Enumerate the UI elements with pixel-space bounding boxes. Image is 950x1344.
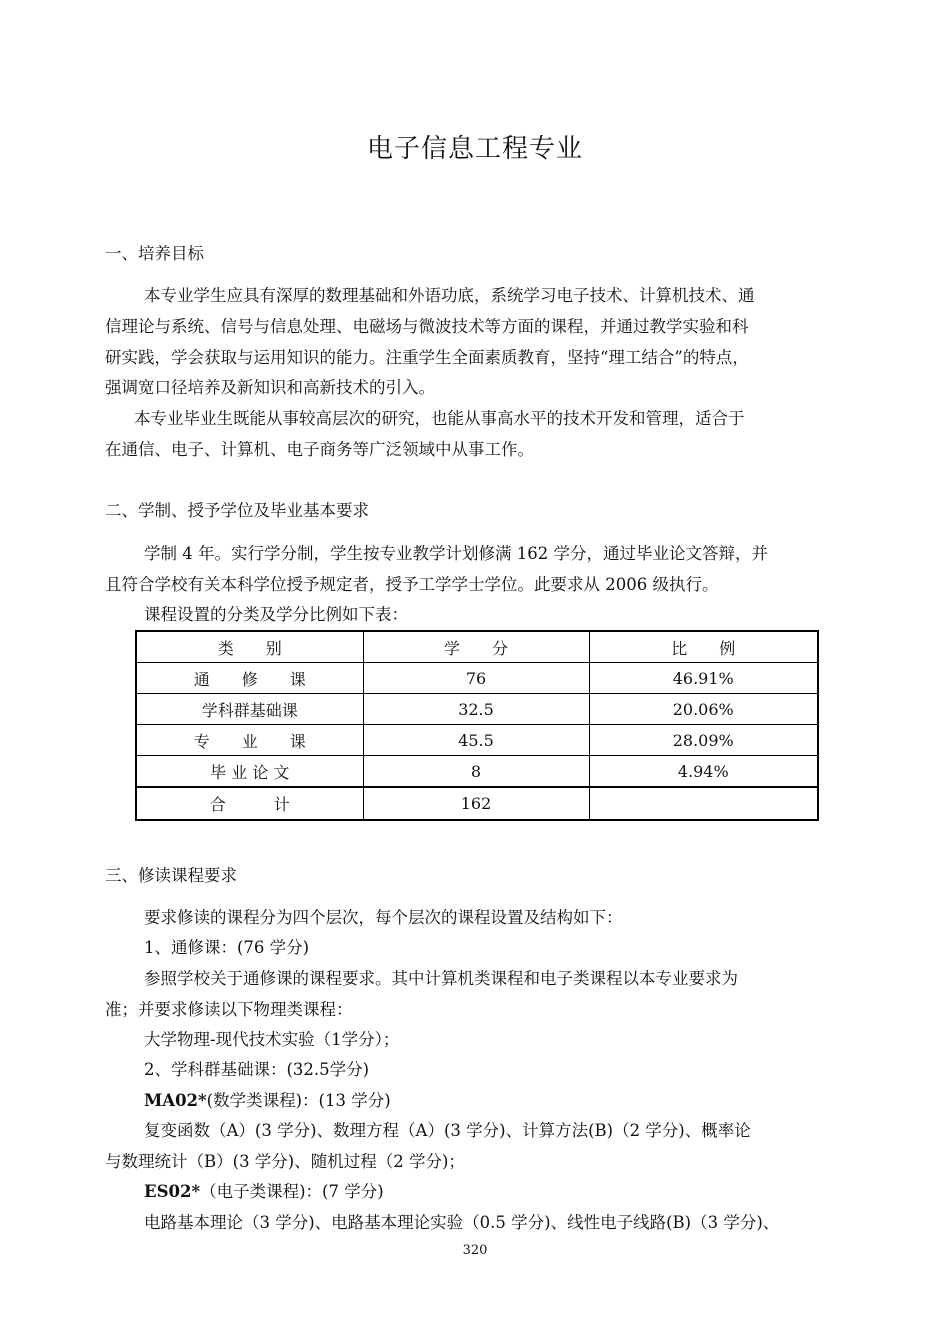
paragraph-line: 强调宽口径培养及新知识和高新技术的引入。 [105, 378, 435, 397]
paragraph-line: 与数理统计（B）(3 学分)、随机过程（2 学分)； [105, 1152, 465, 1171]
course-group-desc: （电子类课程)：(7 学分) [200, 1182, 384, 1201]
paragraph-line: 要求修读的课程分为四个层次，每个层次的课程设置及结构如下： [144, 908, 623, 927]
table-row [136, 756, 818, 788]
table-total-row [136, 787, 818, 820]
paragraph-line: 在通信、电子、计算机、电子商务等广泛领域中从事工作。 [105, 440, 534, 459]
page-number: 320 [462, 1243, 488, 1258]
credit-table [135, 630, 819, 821]
paragraph-line: 参照学校关于通修课的课程要求。其中计算机类课程和电子类课程以本专业要求为 [144, 969, 738, 988]
total-ratio [589, 787, 818, 820]
cell-category: 通 修 课 [136, 663, 363, 694]
paragraph-line: 研实践，学会获取与运用知识的能力。注重学生全面素质教育，坚持“理工结合”的特点， [105, 348, 749, 367]
section-heading-3: 三、修读课程要求 [105, 866, 237, 885]
total-credits: 162 [363, 787, 589, 820]
paragraph-line: 且符合学校有关本科学位授予规定者，授予工学学士学位。此要求从 2006 级执行。 [105, 575, 719, 594]
table-row [136, 663, 818, 694]
cell-credits: 76 [363, 663, 589, 694]
subsection-heading: 2、学科群基础课：(32.5学分) [144, 1060, 370, 1079]
paragraph-line: 学制 4 年。实行学分制，学生按专业教学计划修满 162 学分，通过毕业论文答辩，并 [144, 544, 768, 563]
paragraph-line: 复变函数（A）(3 学分)、数理方程（A）(3 学分)、计算方法(B)（2 学分)、概率论 [144, 1121, 751, 1140]
cell-ratio: 28.09% [589, 725, 818, 756]
paragraph-line: 信理论与系统、信号与信息处理、电磁场与微波技术等方面的课程，并通过教学实验和科 [105, 317, 749, 336]
table-row [136, 694, 818, 725]
course-group-code: MA02* [144, 1091, 207, 1110]
page-title: 电子信息工程专业 [366, 134, 583, 164]
table-header-row [136, 631, 818, 663]
paragraph-line: 本专业学生应具有深厚的数理基础和外语功底，系统学习电子技术、计算机技术、通 [144, 286, 755, 305]
subsection-heading: 1、通修课：(76 学分) [144, 938, 310, 957]
section-heading-2: 二、学制、授予学位及毕业基本要求 [105, 501, 369, 520]
cell-category: 专 业 课 [136, 725, 363, 756]
cell-category: 学科群基础课 [136, 694, 363, 725]
cell-ratio: 20.06% [589, 694, 818, 725]
cell-credits: 45.5 [363, 725, 589, 756]
table-row [136, 725, 818, 756]
course-group-line [144, 1087, 391, 1111]
paragraph-line: 准；并要求修读以下物理类课程： [105, 1000, 353, 1019]
paragraph-line: 电路基本理论（3 学分)、电路基本理论实验（0.5 学分)、线性电子线路(B)（3 学分)、 [144, 1213, 780, 1232]
course-group-desc: (数学类课程)：(13 学分) [206, 1091, 391, 1110]
section-heading-1: 一、培养目标 [105, 244, 204, 263]
header-ratio: 比 例 [589, 631, 818, 663]
total-label: 合 计 [136, 787, 363, 820]
cell-category: 毕 业 论 文 [136, 756, 363, 788]
course-group-code: ES02* [144, 1182, 201, 1201]
cell-ratio: 4.94% [589, 756, 818, 788]
paragraph-line: 本专业毕业生既能从事较高层次的研究，也能从事高水平的技术开发和管理，适合于 [134, 409, 745, 428]
header-credits: 学 分 [363, 631, 589, 663]
table-caption: 课程设置的分类及学分比例如下表： [144, 605, 408, 624]
cell-credits: 8 [363, 756, 589, 788]
paragraph-line: 大学物理-现代技术实验（1学分）； [144, 1030, 400, 1049]
cell-ratio: 46.91% [589, 663, 818, 694]
course-group-line [144, 1178, 384, 1202]
cell-credits: 32.5 [363, 694, 589, 725]
header-category: 类 别 [136, 631, 363, 663]
